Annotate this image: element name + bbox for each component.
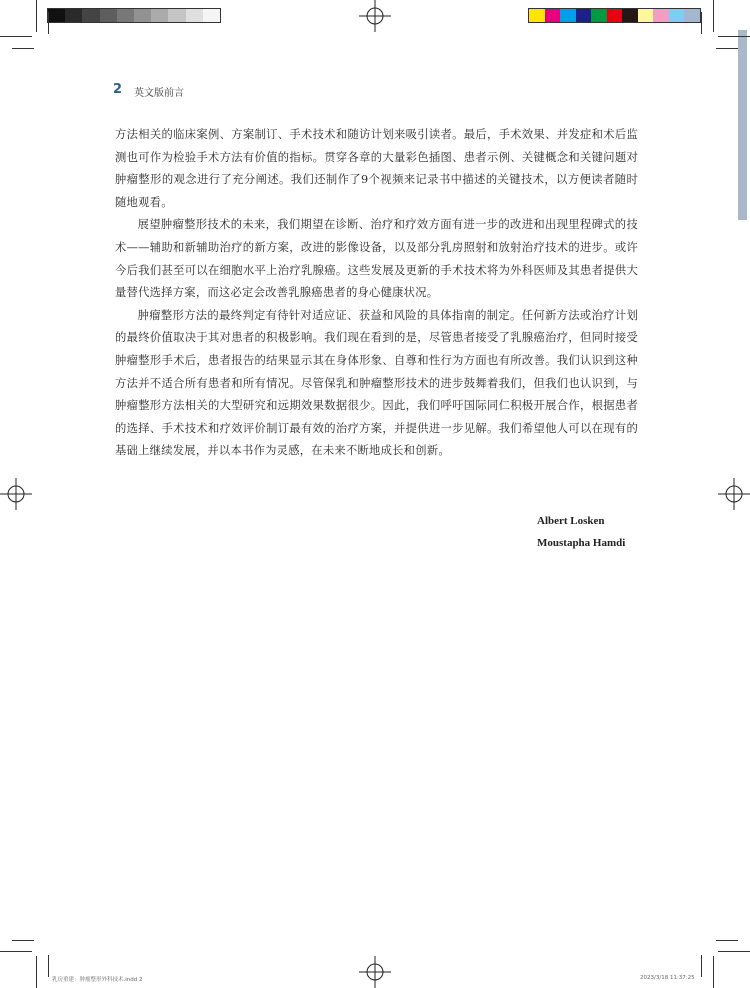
swatch [48,9,65,22]
swatch [151,9,168,22]
crop-mark [701,955,702,977]
paragraph: 肿瘤整形方法的最终判定有待针对适应证、获益和风险的具体指南的制定。任何新方法或治疗计划的最终价值取决于其对患者的积极影响。我们现在看到的是，尽管患者接受了乳腺癌治疗，但同时接受肿瘤整形手术后，患者报告的结果显示其在身体形象、自尊和性行为方面也有所改善。我们认识到这种方法并不适合所有患者和所有情况。尽管保乳和肿瘤整形技术的进步鼓舞着我们，但我们也认识到，与肿瘤整形方法相关的大型研究和远期效果数据很少。因此，我们呼吁国际同仁积极开展合作，根据患者的选择、手术技术和疗效评价制订最有效的治疗方案，并提供进一步见解。我们希望他人可以在现有的基础上继续发展，并以本书作为灵感，在未来不断地成长和创新。 [115,308,638,458]
swatch [653,9,669,22]
swatch [168,9,185,22]
swatch [638,9,654,22]
page-number: 2 [113,82,123,97]
swatch [186,9,203,22]
registration-mark [359,956,391,988]
registration-mark [0,478,32,510]
swatch [576,9,592,22]
swatch [669,9,685,22]
registration-mark [718,478,750,510]
color-calibration-bar [528,8,701,23]
crop-mark [701,12,702,34]
crop-mark [36,0,37,32]
swatch [607,9,623,22]
swatch [203,9,220,22]
section-title: 英文版前言 [134,88,184,99]
crop-mark [718,36,750,37]
author-signature: Moustapha Hamdi [537,537,626,549]
swatch [82,9,99,22]
swatch [622,9,638,22]
crop-mark [718,951,750,952]
paragraph: 展望肿瘤整形技术的未来，我们期望在诊断、治疗和疗效方面有进一步的改进和出现里程碑式的技术——辅助和新辅助治疗的新方案，改进的影像设备，以及部分乳房照射和放射治疗技术的进步。或许今后我们甚至可以在细胞水平上治疗乳腺癌。这些发展及更新的手术技术将为外科医师及其患者提供大量替代选择方案，而这必定会改善乳腺癌患者的身心健康状况。 [115,218,638,300]
swatch [100,9,117,22]
crop-mark [12,48,34,49]
crop-mark [0,36,32,37]
crop-mark [48,955,49,977]
registration-mark [359,0,391,32]
crop-mark [0,951,32,952]
crop-mark [12,940,34,941]
author-signature: Albert Losken [537,515,605,527]
swatch [134,9,151,22]
swatch [591,9,607,22]
swatch [529,9,545,22]
swatch [545,9,561,22]
footer-timestamp: 2023/3/18 11:37:25 [640,975,695,981]
gray-scale-bar [47,8,221,23]
side-thumb-tab [738,30,747,220]
crop-mark [716,48,738,49]
body-text [115,124,638,463]
crop-mark [48,12,49,34]
swatch [560,9,576,22]
crop-mark [36,956,37,988]
swatch [117,9,134,22]
paragraph: 方法相关的临床案例、方案制订、手术技术和随访计划来吸引读者。最后，手术效果、并发症和术后监测也可作为检验手术方法有价值的指标。贯穿各章的大量彩色插图、患者示例、关键概念和关键问题对肿瘤整形的观念进行了充分阐述。我们还制作了9个视频来记录书中描述的关键技术，以方便读者随时随地观看。 [115,128,638,209]
swatch [684,9,700,22]
crop-mark [716,940,738,941]
crop-mark [713,956,714,988]
footer-file-slug: 乳房重建：肿瘤整形外科技术.indd 2 [52,977,143,983]
crop-mark [713,0,714,32]
swatch [65,9,82,22]
